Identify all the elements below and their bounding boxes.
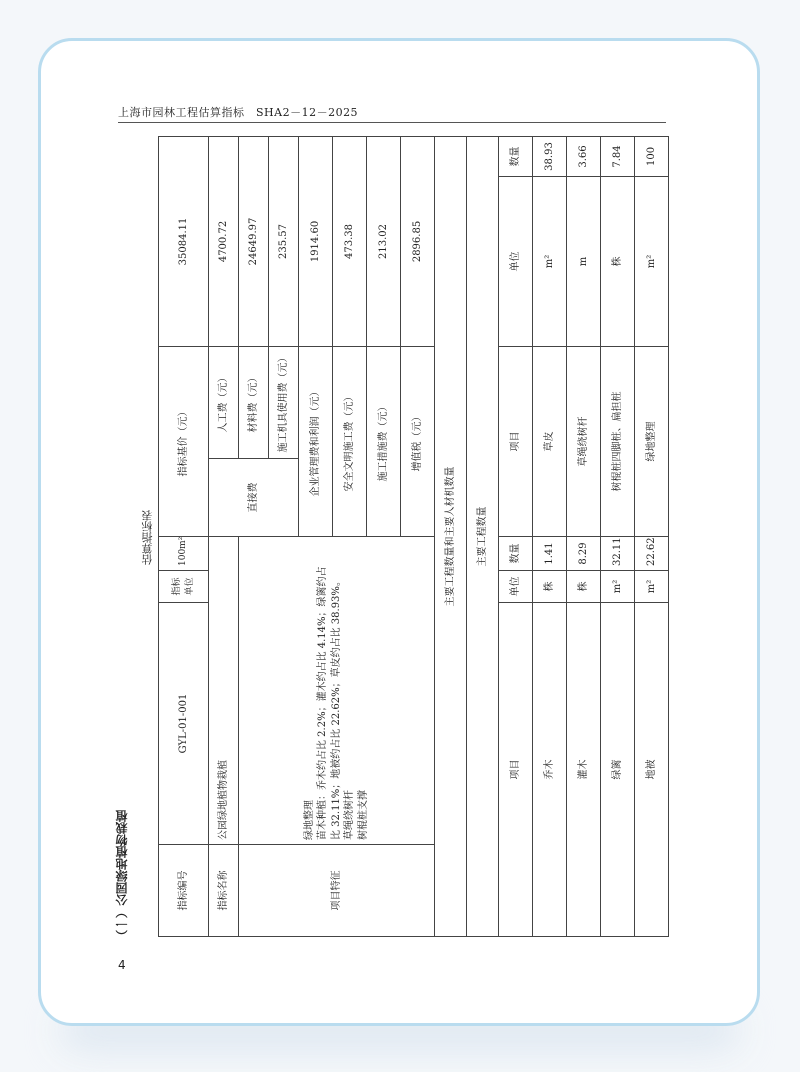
row-qty: 1.41 (533, 537, 567, 571)
row-item: 乔木 (533, 603, 567, 937)
table-row (635, 136, 669, 936)
row-unit: m² (635, 571, 669, 603)
col-header-item: 项目 (499, 346, 533, 536)
page-number: 4 (118, 958, 126, 972)
col-header-item: 项目 (499, 603, 533, 937)
running-header (118, 100, 666, 123)
row-qty: 22.62 (635, 537, 669, 571)
table-row (533, 136, 567, 936)
labor-cost-label: 人工费（元） (209, 346, 239, 458)
row-unit: 株 (601, 176, 635, 346)
running-title: 上海市园林工程估算指标 SHA2－12－2025 (118, 106, 359, 119)
feature-label: 项目特征 (239, 845, 435, 937)
name-value: 公园绿地植物栽植 (209, 537, 239, 845)
management-fee-value: 1914.60 (299, 136, 333, 346)
labor-cost-value: 4700.72 (209, 136, 239, 346)
quantity-section-title: 主要工程数量和主要人材机数量 (435, 136, 467, 936)
row-unit: m² (635, 176, 669, 346)
management-fee-label: 企业管理费和利润（元） (299, 346, 333, 536)
safety-fee-label: 安全文明施工费（元） (333, 346, 367, 536)
feature-line: 绿地整理 (303, 800, 315, 840)
base-price-value: 35084.11 (159, 136, 209, 346)
row-item: 灌木 (567, 603, 601, 937)
table-title: 估算指标表 (141, 510, 154, 565)
row-item: 绿地整理 (635, 346, 669, 536)
unit-value: 100m² (159, 537, 209, 571)
base-price-label: 指标基价（元） (159, 346, 209, 536)
col-header-qty: 数量 (499, 136, 533, 176)
machinery-cost-label: 施工机具使用费（元） (269, 346, 299, 458)
row-unit: 株 (533, 571, 567, 603)
feature-line: 树棍桩支撑 (357, 790, 369, 840)
rotated-table-area (158, 137, 684, 937)
code-value: GYL-01-001 (159, 603, 209, 845)
row-qty: 38.93 (533, 136, 567, 176)
direct-cost-label: 直接费 (209, 459, 299, 537)
row-unit: 株 (567, 571, 601, 603)
row-qty: 8.29 (567, 537, 601, 571)
main-quantity-title: 主要工程数量 (467, 136, 499, 936)
row-item: 草绳绕树杆 (567, 346, 601, 536)
col-header-unit: 单位 (499, 176, 533, 346)
feature-line: 比 32.11%；地被约占比 22.62%；草皮约占比 38.93%。 (330, 576, 342, 840)
material-cost-label: 材料费（元） (239, 346, 269, 458)
machinery-cost-value: 235.57 (269, 136, 299, 346)
row-qty: 32.11 (601, 537, 635, 571)
estimate-table (158, 136, 669, 937)
row-item: 草皮 (533, 346, 567, 536)
row-unit: m² (533, 176, 567, 346)
feature-line: 苗木种植：乔木约占比 2.2%；灌木约占比 4.14%；绿篱约占 (317, 566, 329, 840)
vat-label: 增值税（元） (401, 346, 435, 536)
material-cost-value: 24649.97 (239, 136, 269, 346)
row-unit: m (567, 176, 601, 346)
col-header-unit: 单位 (499, 571, 533, 603)
vat-value: 2896.85 (401, 136, 435, 346)
table-row (601, 136, 635, 936)
name-label: 指标名称 (209, 845, 239, 937)
table-row (567, 136, 601, 936)
row-item: 地被 (635, 603, 669, 937)
feature-line: 草绳绕树杆 (344, 790, 356, 840)
code-label: 指标编号 (159, 845, 209, 937)
measure-fee-label: 施工措施费（元） (367, 346, 401, 536)
section-title: （一）公园绿地植物栽植 (115, 810, 129, 942)
row-qty: 3.66 (567, 136, 601, 176)
row-item: 绿篱 (601, 603, 635, 937)
unit-label: 指标单位 (159, 571, 209, 603)
row-item: 树棍桩四脚桩、扁担桩 (601, 346, 635, 536)
row-qty: 7.84 (601, 136, 635, 176)
row-unit: m² (601, 571, 635, 603)
col-header-qty: 数量 (499, 537, 533, 571)
feature-description (239, 537, 435, 845)
row-qty: 100 (635, 136, 669, 176)
measure-fee-value: 213.02 (367, 136, 401, 346)
safety-fee-value: 473.38 (333, 136, 367, 346)
